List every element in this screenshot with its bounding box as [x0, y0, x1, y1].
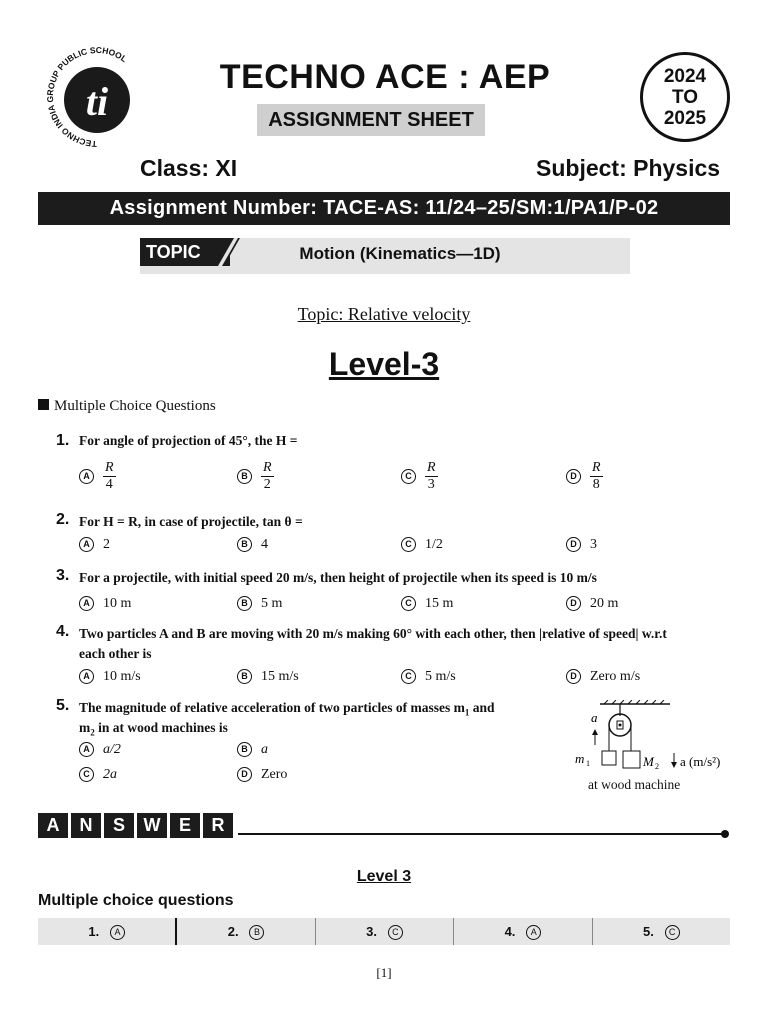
option-b: B 5 m — [237, 596, 282, 612]
option-b: B $\frac{R}{2}$ — [237, 460, 274, 493]
answer-banner-letter: N — [71, 813, 101, 838]
question-text: For angle of projection of 45°, the H = — [79, 433, 298, 448]
option-d: D $\frac{R}{8}$ — [566, 460, 603, 493]
question-text-line-2: each other is — [79, 646, 152, 661]
option-d: D 20 m — [566, 596, 618, 612]
option-d: D Zero — [237, 767, 287, 783]
level-heading: Level-3 — [328, 346, 440, 382]
school-logo — [38, 45, 156, 155]
assignment-number-bar: Assignment Number: TACE-AS: 11/24–25/SM:1/PA1/P-02 — [38, 192, 730, 225]
option-c: C 15 m — [401, 596, 453, 612]
class-label: Class: XI — [140, 155, 238, 181]
session-to: TO — [671, 87, 699, 108]
session-end: 2025 — [663, 108, 707, 129]
session-start: 2024 — [663, 66, 707, 87]
option-d: D Zero m/s — [566, 669, 640, 685]
fraction: $\frac{R}{8}$ — [592, 460, 601, 492]
option-a: A 10 m — [79, 596, 131, 612]
option-c: C 5 m/s — [401, 669, 456, 685]
option-c: C $\frac{R}{3}$ — [401, 460, 438, 493]
answer-banner-letter: S — [104, 813, 134, 838]
question-text-line-1: Two particles A and B are moving with 20 m/s making 60° with each other, then |relative of speed| w.r.t — [79, 626, 667, 641]
answer-key-strip — [38, 918, 730, 945]
svg-text:TECHNO INDIA GROUP PUBLIC SCHO: TECHNO INDIA GROUP PUBLIC SCHOOL — [44, 45, 129, 150]
section-topic: Topic: Relative velocity — [297, 304, 471, 324]
question-number: 3. — [56, 567, 70, 584]
topic-tag: TOPIC — [140, 238, 230, 266]
answer-key-item: 1. A — [38, 918, 177, 945]
answer-level-heading: Level 3 — [356, 868, 412, 885]
fraction: $\frac{R}{4}$ — [105, 460, 114, 492]
answer-banner-letter: E — [170, 813, 200, 838]
topic-name: Motion (Kinematics—1D) — [299, 244, 501, 263]
svg-text:a: a — [591, 710, 598, 725]
question-text-line-1: The magnitude of relative acceleration of two particles of masses $m_1$ and — [79, 700, 495, 718]
svg-text:M: M — [643, 754, 654, 769]
answer-key-item: 3. C — [316, 918, 454, 945]
option-c: C 2a — [79, 767, 117, 783]
answer-key-item: 4. A — [454, 918, 592, 945]
assignment-sheet-label: ASSIGNMENT SHEET — [257, 104, 485, 136]
question-text-line-2: $m_2$ in at wood machines is — [79, 720, 228, 738]
option-a: A 2 — [79, 537, 110, 553]
answer-banner-letter: R — [203, 813, 233, 838]
mcq-heading: Multiple Choice Questions — [38, 398, 216, 415]
answer-divider-dot — [721, 830, 729, 838]
option-a: A a/2 — [79, 742, 121, 758]
question-text: For a projectile, with initial speed 20 m/s, then height of projectile when its speed is 10 m/s — [79, 570, 597, 585]
page-number: [1] — [376, 965, 392, 980]
topic-slash-decoration — [210, 238, 240, 266]
svg-text:1: 1 — [586, 759, 590, 768]
question-number: 2. — [56, 511, 70, 528]
answer-banner-letter: A — [38, 813, 68, 838]
fraction: $\frac{R}{3}$ — [427, 460, 436, 492]
option-a: A 10 m/s — [79, 669, 141, 685]
answer-banner — [38, 813, 233, 838]
answer-banner-letter: W — [137, 813, 167, 838]
option-b: B 4 — [237, 537, 268, 553]
option-d: D 3 — [566, 537, 597, 553]
svg-text:m: m — [575, 751, 585, 766]
session-badge — [640, 52, 730, 142]
answer-key-item: 2. B — [177, 918, 315, 945]
fraction: $\frac{R}{2}$ — [263, 460, 272, 492]
option-a: A $\frac{R}{4}$ — [79, 460, 116, 493]
svg-text:a (m/s²): a (m/s²) — [680, 754, 721, 769]
option-b: B 15 m/s — [237, 669, 299, 685]
option-c: C 1/2 — [401, 537, 443, 553]
question-text: For H = R, in case of projectile, tan θ = — [79, 514, 303, 529]
question-number: 4. — [56, 623, 70, 640]
question-1 — [56, 430, 69, 450]
option-b: B a — [237, 742, 268, 758]
answer-mcq-heading: Multiple choice questions — [38, 892, 234, 909]
question-number: 1. — [56, 432, 70, 449]
figure-caption: at wood machine — [588, 777, 681, 792]
svg-text:ti: ti — [85, 79, 109, 124]
answer-divider-line — [238, 833, 725, 835]
subject-label: Subject: Physics — [536, 155, 721, 181]
question-number: 5. — [56, 697, 70, 714]
svg-text:2: 2 — [655, 762, 659, 771]
answer-key-item: 5. C — [593, 918, 730, 945]
square-bullet-icon — [38, 399, 49, 410]
program-title: TECHNO ACE : AEP — [219, 58, 551, 96]
